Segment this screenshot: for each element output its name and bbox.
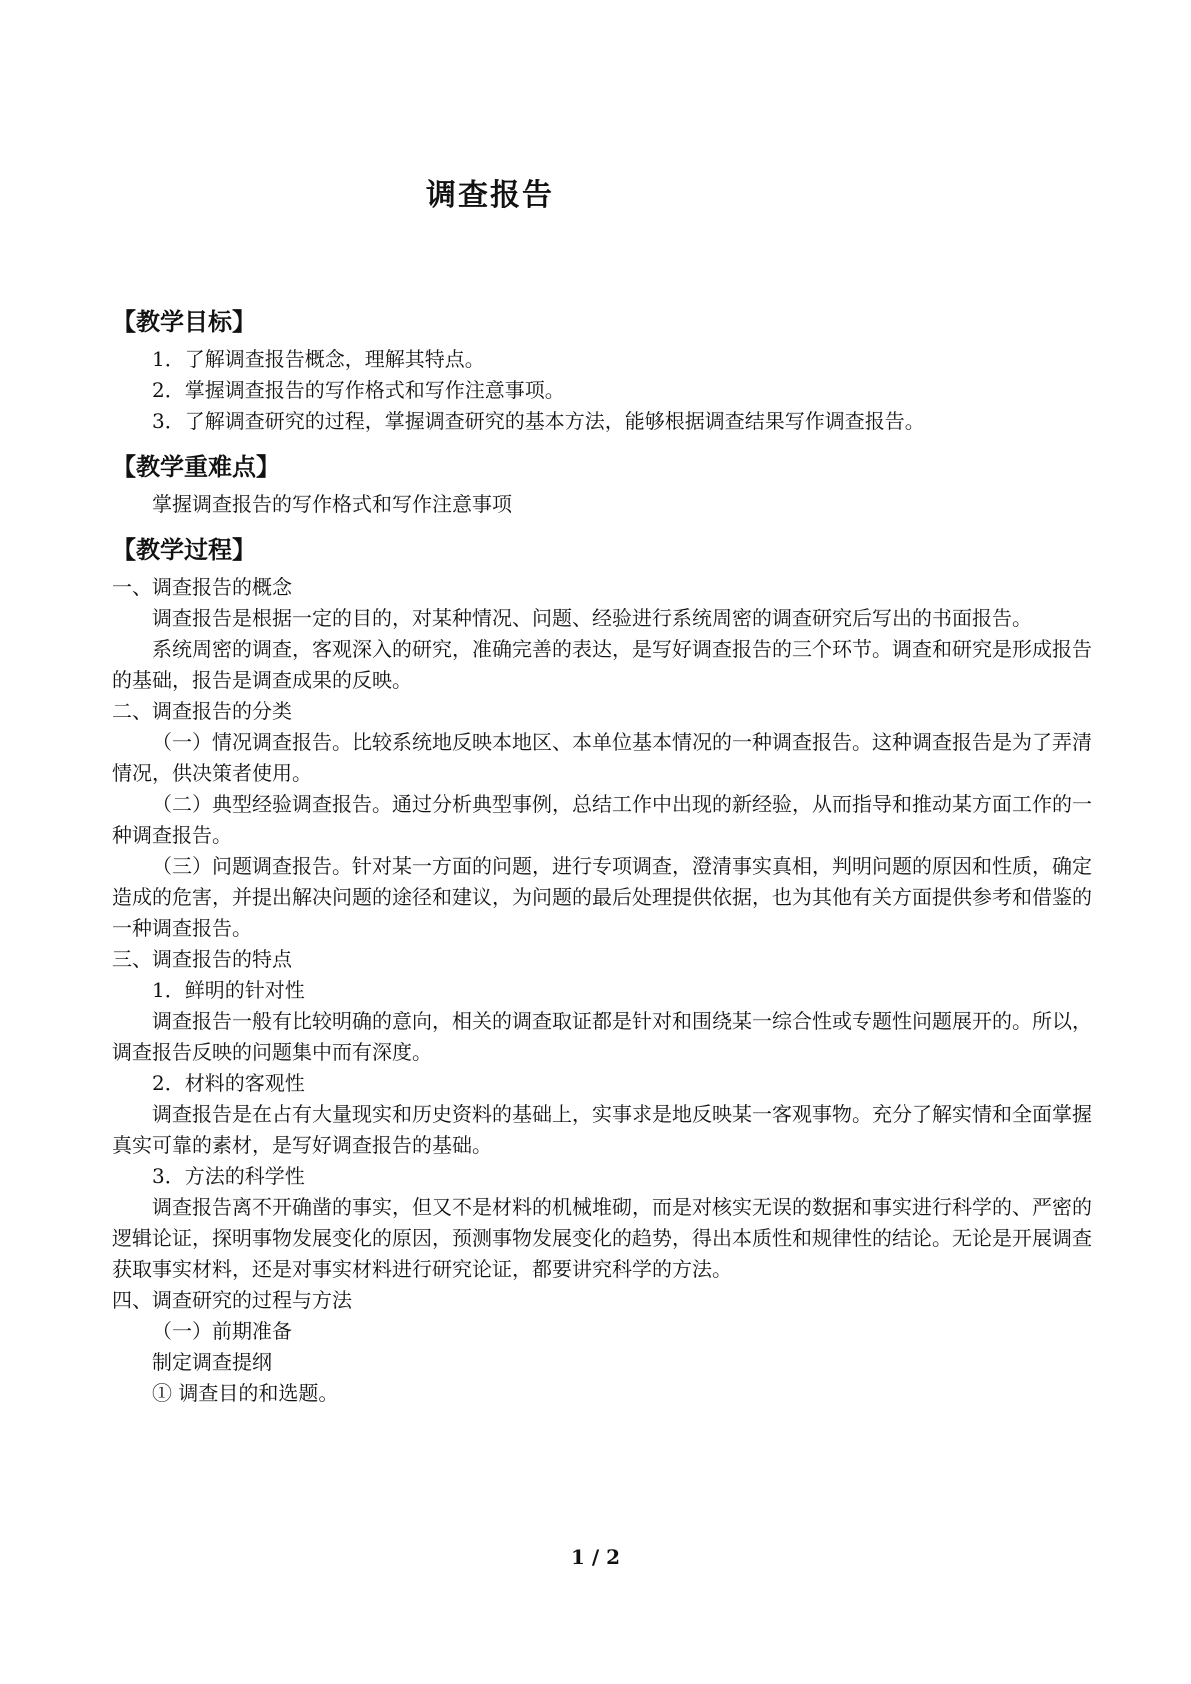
section-heading-process: 【教学过程】	[112, 536, 256, 564]
section-heading-goals: 【教学目标】	[112, 308, 256, 336]
goal-item: 2．掌握调查报告的写作格式和写作注意事项。	[152, 378, 565, 402]
page-number: 1 / 2	[570, 1545, 621, 1569]
part-title: 四、调查研究的过程与方法	[112, 1288, 352, 1312]
list-line: 制定调查提纲	[152, 1350, 272, 1374]
part-title: 三、调查报告的特点	[112, 947, 292, 971]
part-title: 一、调查报告的概念	[112, 575, 292, 599]
subsection-title: （一）前期准备	[152, 1319, 292, 1343]
paragraph: 调查报告是根据一定的目的，对某种情况、问题、经验进行系统周密的调查研究后写出的书面报告。	[152, 606, 1032, 630]
paragraph: （三）问题调查报告。针对某一方面的问题，进行专项调查，澄清事实真相，判明问题的原因和性质，确定造成的危害，并提出解决问题的途径和建议，为问题的最后处理提供依据，也为其他有关方面提供参考和借鉴的一种调查报告。	[112, 854, 1092, 940]
subsection-title: 1．鲜明的针对性	[152, 978, 305, 1002]
paragraph: 调查报告离不开确凿的事实，但又不是材料的机械堆砌，而是对核实无误的数据和事实进行科学的、严密的逻辑论证，探明事物发展变化的原因，预测事物发展变化的趋势，得出本质性和规律性的结论。无论是开展调查获取事实材料，还是对事实材料进行研究论证，都要讲究科学的方法。	[112, 1195, 1092, 1281]
paragraph: 系统周密的调查，客观深入的研究，准确完善的表达，是写好调查报告的三个环节。调查和研究是形成报告的基础，报告是调查成果的反映。	[112, 637, 1092, 692]
goal-item: 3．了解调查研究的过程，掌握调查研究的基本方法，能够根据调查结果写作调查报告。	[152, 409, 925, 433]
document-body	[112, 300, 1092, 1409]
list-line: ① 调查目的和选题。	[152, 1381, 339, 1405]
section-heading-keypoints: 【教学重难点】	[112, 453, 280, 481]
paragraph: 调查报告是在占有大量现实和历史资料的基础上，实事求是地反映某一客观事物。充分了解实情和全面掌握真实可靠的素材，是写好调查报告的基础。	[112, 1102, 1092, 1157]
paragraph: （一）情况调查报告。比较系统地反映本地区、本单位基本情况的一种调查报告。这种调查报告是为了弄清情况，供决策者使用。	[112, 730, 1092, 785]
keypoints-text: 掌握调查报告的写作格式和写作注意事项	[152, 492, 512, 516]
paragraph: （二）典型经验调查报告。通过分析典型事例，总结工作中出现的新经验，从而指导和推动某方面工作的一种调查报告。	[112, 792, 1092, 847]
part-title: 二、调查报告的分类	[112, 699, 292, 723]
page-title: 调查报告	[426, 178, 554, 213]
subsection-title: 2．材料的客观性	[152, 1071, 305, 1095]
paragraph: 调查报告一般有比较明确的意向，相关的调查取证都是针对和围绕某一综合性或专题性问题展开的。所以，调查报告反映的问题集中而有深度。	[112, 1009, 1092, 1064]
goal-item: 1．了解调查报告概念，理解其特点。	[152, 347, 485, 371]
subsection-title: 3．方法的科学性	[152, 1164, 305, 1188]
